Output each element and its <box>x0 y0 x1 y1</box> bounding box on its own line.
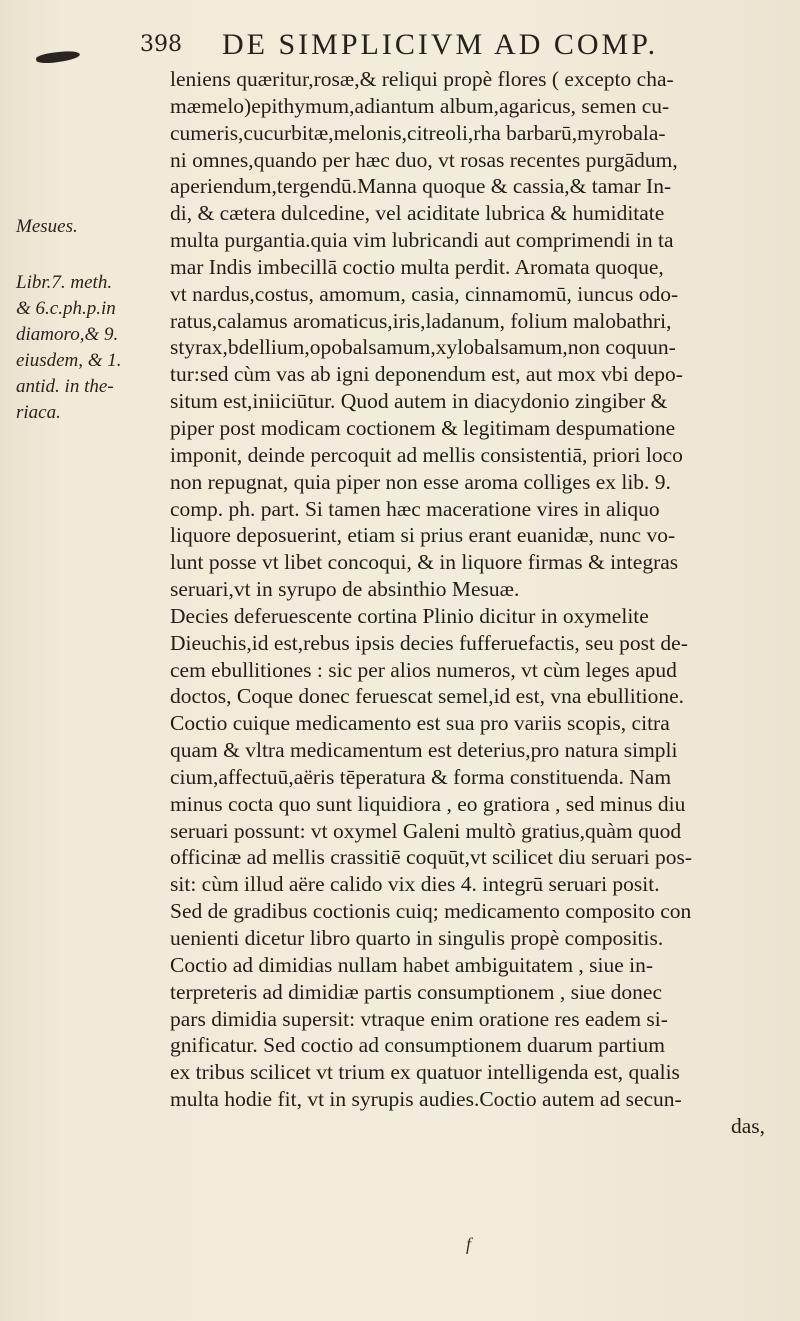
margin-note-reference <box>16 270 166 426</box>
text-line: di, & cætera dulcedine, vel aciditate lubrica & humiditate <box>170 201 665 226</box>
text-line: Coctio cuique medicamento est sua pro variis scopis, citra <box>170 711 670 736</box>
text-line: aperiendum,tergendū.Manna quoque & cassia,& tamar In- <box>170 174 672 199</box>
text-line: ex tribus scilicet vt trium ex quatuor intelligenda est, qualis <box>170 1060 680 1085</box>
page-header <box>140 26 770 66</box>
text-line: multa purgantia.quia vim lubricandi aut comprimendi in ta <box>170 228 674 253</box>
text-line: cium,affectuū,aëris tēperatura & forma constituenda. Nam <box>170 764 672 789</box>
margin-note-line: Libr.7. meth. <box>16 272 113 293</box>
text-line: officinæ ad mellis crassitiē coquūt,vt scilicet diu seruari pos- <box>170 845 693 870</box>
running-head: DE SIMPLICIVM AD COMP. <box>222 28 659 61</box>
text-line: imponit, deinde percoquit ad mellis consistentiā, priori loco <box>170 442 683 467</box>
text-line: situm est,iniiciūtur. Quod autem in diacydonio zingiber & <box>170 389 668 414</box>
text-line: Dieuchis,id est,rebus ipsis decies fufferuefactis, seu post de- <box>170 630 688 655</box>
text-line: cem ebullitiones : sic per alios numeros, vt cùm leges apud <box>170 657 677 682</box>
text-line: sit: cùm illud aëre calido vix dies 4. integrū seruari posit. <box>170 872 660 897</box>
text-line: piper post modicam coctionem & legitimam despumatione <box>170 415 676 440</box>
margin-note-line: eiusdem, & 1. <box>16 350 122 371</box>
text-line: Coctio ad dimidias nullam habet ambiguitatem , siue in- <box>170 952 654 977</box>
ink-smudge <box>36 49 81 65</box>
body-text <box>170 66 795 1140</box>
margin-note-line: riaca. <box>16 402 61 423</box>
text-line: multa hodie fit, vt in syrupis audies.Coctio autem ad secun- <box>170 1087 682 1112</box>
text-line: minus cocta quo sunt liquidiora , eo gratiora , sed minus diu <box>170 791 686 816</box>
text-line: Decies deferuescente cortina Plinio dicitur in oxymelite <box>170 603 649 628</box>
text-line: Sed de gradibus coctionis cuiq; medicamento composito con <box>170 899 692 924</box>
text-line: non repugnat, quia piper non esse aroma colliges ex lib. 9. <box>170 469 671 494</box>
margin-note-line: & 6.c.ph.p.in <box>16 298 116 319</box>
text-line: lunt posse vt libet concoqui, & in liquore firmas & integras <box>170 550 679 575</box>
text-line: terpreteris ad dimidiæ partis consumptionem , siue donec <box>170 979 663 1004</box>
text-line: doctos, Coque donec feruescat semel,id est, vna ebullitione. <box>170 684 685 709</box>
margin-note-line: diamoro,& 9. <box>16 324 119 345</box>
text-line: ni omnes,quando per hæc duo, vt rosas recentes purgādum, <box>170 147 678 172</box>
margin-note-line: Mesues. <box>16 216 78 237</box>
text-line: mæmelo)epithymum,adiantum album,agaricus, semen cu- <box>170 93 670 118</box>
text-line: vt nardus,costus, amomum, casia, cinnamomū, iuncus odo- <box>170 281 679 306</box>
text-line: uenienti dicetur libro quarto in singulis propè compositis. <box>170 926 664 950</box>
text-line: styrax,bdellium,opobalsamum,xylobalsamum,non coquun- <box>170 335 676 360</box>
margin-note-mesues <box>16 214 166 240</box>
text-line: quam & vltra medicamentum est deterius,pro natura simpli <box>170 738 678 763</box>
page-number: 398 <box>140 32 182 57</box>
text-line: comp. ph. part. Si tamen hæc maceratione vires in aliquo <box>170 496 660 521</box>
text-line: gnificatur. Sed coctio ad consumptionem duarum partium <box>170 1033 665 1058</box>
text-line: liquore deposuerint, etiam si prius erant euanidæ, nunc vo- <box>170 523 676 548</box>
text-line: leniens quæritur,rosæ,& reliqui propè flores ( excepto cha- <box>170 67 674 91</box>
text-line: seruari possunt: vt oxymel Galeni multò gratius,quàm quod <box>170 818 682 843</box>
text-line: pars dimidia supersit: vtraque enim oratione res eadem si- <box>170 1006 668 1031</box>
margin-note-line: antid. in the- <box>16 376 114 397</box>
text-line: tur:sed cùm vas ab igni deponendum est, aut mox vbi depo- <box>170 362 683 387</box>
text-line: mar Indis imbecillā coctio multa perdit. Aromata quoque, <box>170 254 664 279</box>
catchword: das, <box>730 1113 765 1138</box>
text-line: ratus,calamus aromaticus,iris,ladanum, folium malobathri, <box>170 308 672 333</box>
text-line: cumeris,cucurbitæ,melonis,citreoli,rha barbarū,myrobala- <box>170 120 666 145</box>
page-mark: f <box>466 1234 472 1254</box>
text-line: seruari,vt in syrupo de absinthio Mesuæ. <box>170 577 520 602</box>
